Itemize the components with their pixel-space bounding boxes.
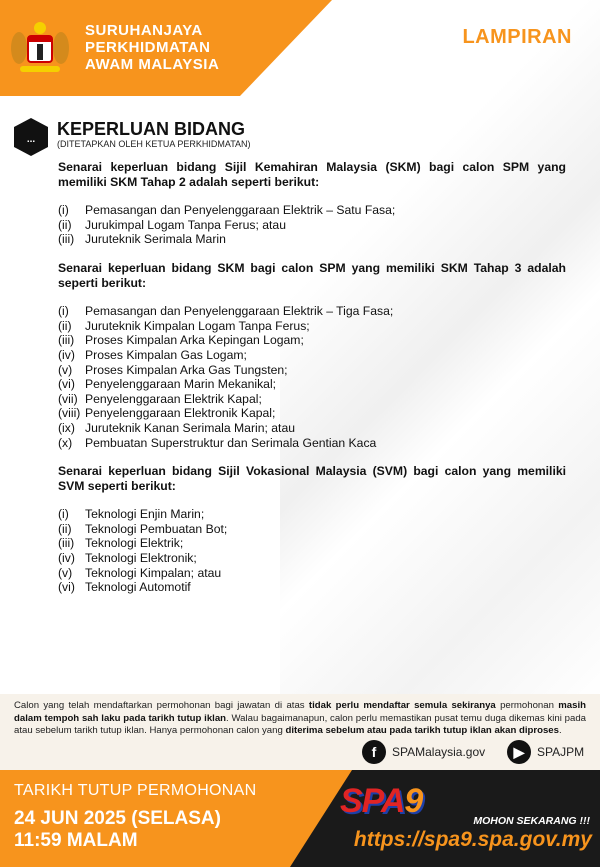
list-item [58, 522, 566, 537]
list-item [58, 348, 566, 363]
notice-text: . [558, 725, 562, 737]
item-text: Proses Kimpalan Arka Gas Tungsten; [85, 362, 288, 377]
list-item [58, 551, 566, 566]
notice-bold: masih dalam tempoh sah laku pada tarikh tutup iklan [14, 700, 586, 724]
application-url[interactable]: https://spa9.spa.gov.my [353, 828, 592, 851]
facebook-handle: SPAMalaysia.gov [392, 745, 486, 759]
item-number: (iii) [58, 536, 75, 551]
hexagon-dots-icon [14, 118, 48, 156]
item-number: (x) [58, 435, 73, 450]
list-item [58, 536, 566, 551]
agency-line: SURUHANJAYA [85, 22, 203, 39]
item-number: (v) [58, 362, 73, 377]
section-subtitle: (DITETAPKAN OLEH KETUA PERKHIDMATAN) [57, 139, 251, 149]
requirement-list [58, 304, 566, 450]
facebook-icon: f [362, 740, 386, 764]
item-text: Pembuatan Superstruktur dan Serimala Gentian Kaca [85, 435, 377, 450]
list-item [58, 377, 566, 392]
item-text: Teknologi Automotif [85, 580, 191, 595]
list-item [58, 304, 566, 319]
agency-line: PERKHIDMATAN [85, 39, 211, 56]
youtube-link[interactable] [507, 740, 584, 764]
lampiran-label: LAMPIRAN [462, 26, 572, 48]
agency-name [85, 22, 219, 73]
item-number: (viii) [58, 406, 81, 421]
list-item [58, 203, 566, 218]
item-number: (ix) [58, 420, 75, 435]
logo-number: 9 [404, 782, 423, 820]
header [0, 0, 600, 96]
list-item [58, 218, 566, 233]
spa9-logo [340, 782, 422, 821]
item-number: (i) [58, 507, 69, 522]
item-number: (vii) [58, 391, 78, 406]
item-text: Penyelenggaraan Marin Mekanikal; [85, 377, 277, 392]
group-intro: Senarai keperluan bidang SKM bagi calon SPM yang memiliki SKM Tahap 3 adalah seperti berikut: [58, 260, 566, 290]
list-item [58, 436, 566, 451]
youtube-handle: SPAJPM [537, 745, 585, 759]
list-item [58, 333, 566, 348]
notice-text: . Walau bagaimanapun, calon perlu memastikan pusat temu duga dikemas kini pada atau sebelum tarikh tutup iklan. Hanya permohonan calon yang [14, 712, 586, 737]
closing-date-label: TARIKH TUTUP PERMOHONAN [14, 782, 257, 799]
notice-bold: diterima sebelum atau pada tarikh tutup iklan akan diproses [285, 725, 559, 737]
item-text: Juruteknik Kanan Serimala Marin; atau [85, 420, 296, 435]
closing-date [14, 808, 221, 852]
list-item [58, 232, 566, 247]
group-intro: Senarai keperluan bidang Sijil Kemahiran Malaysia (SKM) bagi calon SPM yang memiliki SKM Tahap 2 adalah seperti berikut: [58, 160, 566, 189]
item-number: (ii) [58, 217, 72, 232]
closing-date-day: 24 JUN 2025 (SELASA) [14, 808, 221, 829]
group-intro: Senarai keperluan bidang Sijil Vokasional Malaysia (SVM) bagi calon yang memiliki SVM seperti berikut: [58, 464, 566, 493]
item-number: (vi) [58, 580, 75, 595]
item-number: (ii) [58, 318, 72, 333]
section-title: KEPERLUAN BIDANG [57, 119, 246, 139]
list-item [58, 392, 566, 407]
item-number: (ii) [58, 521, 72, 536]
item-number: (iii) [58, 333, 75, 348]
item-text: Proses Kimpalan Gas Logam; [85, 347, 247, 362]
list-item [58, 421, 566, 436]
item-text: Pemasangan dan Penyelenggaraan Elektrik – Tiga Fasa; [85, 304, 394, 319]
item-text: Jurukimpal Logam Tanpa Ferus; atau [85, 217, 286, 232]
requirement-list [58, 507, 566, 595]
notice-text: permohonan [495, 700, 559, 711]
list-item [58, 363, 566, 378]
item-number: (iv) [58, 347, 75, 362]
agency-line: AWAM MALAYSIA [85, 56, 220, 73]
item-text: Teknologi Elektronik; [85, 551, 197, 566]
item-text: Penyelenggaraan Elektronik Kapal; [85, 406, 276, 421]
svg-text:...: ... [26, 134, 36, 145]
item-text: Pemasangan dan Penyelenggaraan Elektrik – Satu Fasa; [85, 203, 396, 218]
item-number: (v) [58, 565, 73, 580]
item-text: Teknologi Kimpalan; atau [85, 565, 222, 580]
list-item [58, 566, 566, 581]
item-text: Teknologi Enjin Marin; [85, 507, 205, 522]
item-number: (i) [58, 203, 69, 218]
logo-text: SPA [340, 782, 405, 820]
apply-now-text: MOHON SEKARANG !!! [473, 815, 590, 827]
item-text: Juruteknik Kimpalan Logam Tanpa Ferus; [85, 318, 310, 333]
item-number: (vi) [58, 377, 75, 392]
notice-text: Calon yang telah mendaftarkan permohonan bagi jawatan di atas [14, 700, 309, 711]
requirement-list [58, 203, 566, 247]
item-text: Juruteknik Serimala Marin [85, 232, 226, 247]
notice-bold: tidak perlu mendaftar semula sekiranya [308, 700, 496, 711]
item-number: (iii) [58, 232, 75, 247]
item-text: Teknologi Pembuatan Bot; [85, 521, 228, 536]
item-text: Proses Kimpalan Arka Kepingan Logam; [85, 333, 304, 348]
item-text: Penyelenggaraan Elektrik Kapal; [85, 391, 262, 406]
list-item [58, 319, 566, 334]
requirements-content [58, 160, 566, 609]
facebook-link[interactable] [362, 740, 485, 764]
item-number: (iv) [58, 551, 75, 566]
malaysia-coat-of-arms-icon [8, 20, 72, 76]
closing-date-time: 11:59 MALAM [14, 830, 138, 851]
list-item [58, 507, 566, 522]
youtube-icon: ▶ [507, 740, 531, 764]
list-item [58, 406, 566, 421]
item-text: Teknologi Elektrik; [85, 536, 184, 551]
list-item [58, 580, 566, 595]
item-number: (i) [58, 304, 69, 319]
